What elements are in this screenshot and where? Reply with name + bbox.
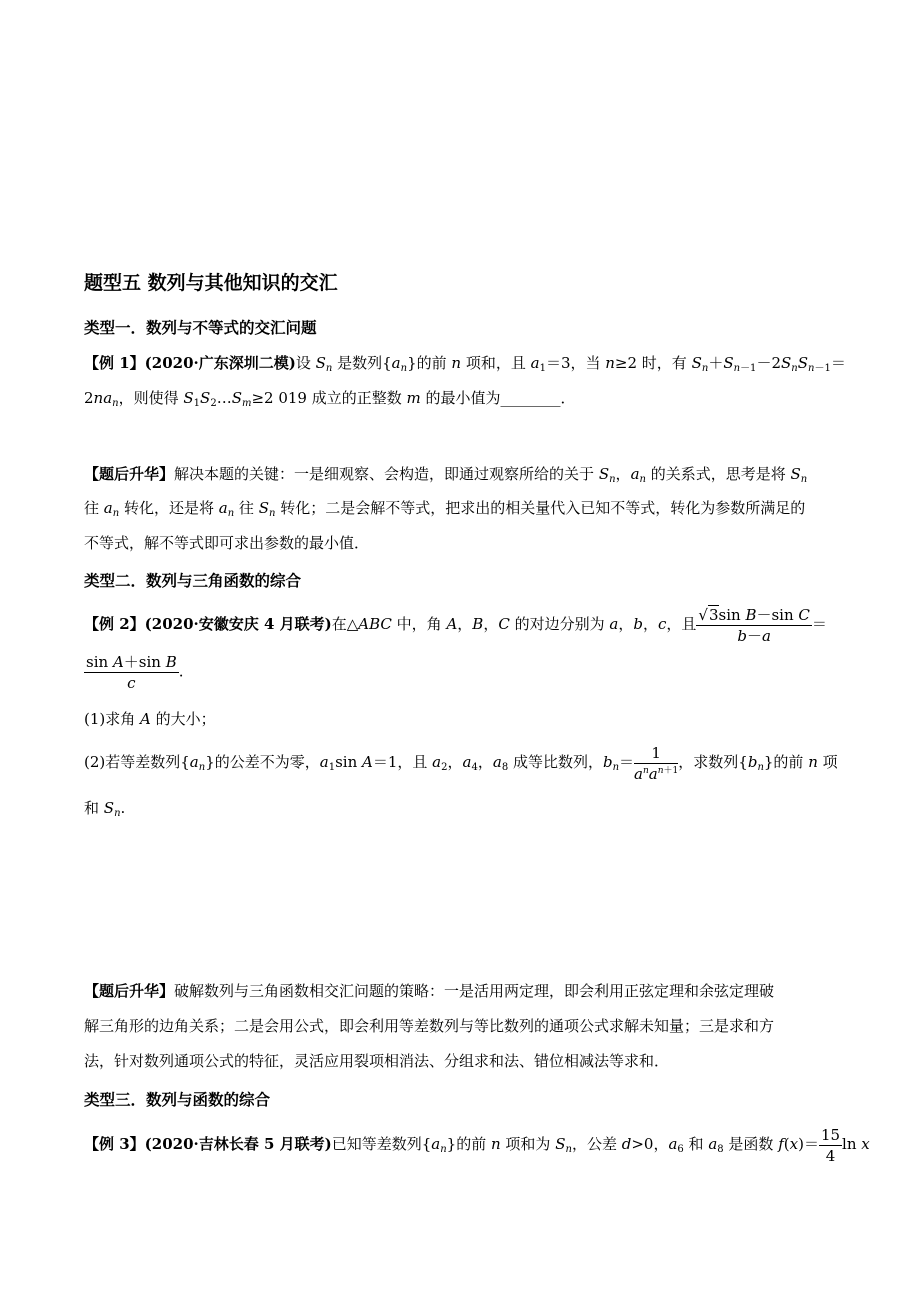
- type-heading-3: 类型三．数列与函数的综合: [84, 1091, 271, 1109]
- type-heading-2: 类型二．数列与三角函数的综合: [84, 572, 302, 590]
- example-2-line-1: 【例 2】(2020·安徽安庆 4 月联考)在△ABC 中，角 A，B，C 的对边分别为 a，b，c，且 $\frac{\text{√3sin B－sin C}}{b-a}$ ＝: [84, 605, 827, 645]
- fraction-2: $\frac{\text{sin A＋sin B}}{c}$: [86, 653, 177, 692]
- example-2-label: 【例 2】: [84, 615, 145, 633]
- example-2-source: (2020·安徽安庆 4 月联考): [144, 615, 332, 633]
- insight-1-label: 【题后升华】: [84, 465, 175, 483]
- fraction-4: $\frac{15}{4}$: [820, 1125, 841, 1165]
- fraction-1: $\frac{\text{√3sin B－sin C}}{b-a}$: [698, 605, 810, 645]
- insight-1-line-2: 往 $a_n$ 转化，还是将 $a_n$ 往 $S_n$ 转化；二是会解不等式，把求出的相关量代入已知不等式，转化为参数所满足的: [84, 499, 806, 519]
- section-title: 题型五 数列与其他知识的交汇: [84, 272, 338, 294]
- fraction-3: $\frac{1}{a^na^{n+1}}$: [634, 743, 679, 783]
- example-2-q2: (2)若等差数列$\{a_n\}$的公差不为零，$a_1\sin$ A＝1，且 $a_2$，$a_4$，$a_8$ 成等比数列，$b_n=$ $\frac{1}{a^na^{n+1}}$ ，求数列$\{b_n\}$的前 n 项: [84, 743, 838, 783]
- example-1-line-2: $2na_n$，则使得 $S_1S_2\dots S_m\ge 2$ 019 成立的正整数 m 的最小值为________．: [84, 389, 576, 409]
- example-1-line-1: 【例 1】(2020·广东深圳二模)设 $S_n$ 是数列$\{a_n\}$的前 n 项和，且 $a_1=3$，当 n≥2 时，有 $S_n+S_{n-1}-2S_nS_{n-1}=$: [84, 354, 846, 374]
- insight-1-line-1: 【题后升华】解决本题的关键：一是细观察、会构造，即通过观察所给的关于 $S_n$，$a_n$ 的关系式，思考是将 $S_n$: [84, 465, 808, 485]
- type-heading-1: 类型一．数列与不等式的交汇问题: [84, 319, 317, 337]
- example-2-q2-cont: 和 $S_n$.: [84, 799, 126, 819]
- example-1-source: (2020·广东深圳二模): [144, 354, 296, 372]
- insight-2-line-2: 解三角形的边角关系；二是会用公式，即会利用等差数列与等比数列的通项公式求解未知量；三是求和方: [84, 1017, 775, 1035]
- insight-1-line-3: 不等式，解不等式即可求出参数的最小值．: [84, 534, 370, 552]
- example-3-source: (2020·吉林长春 5 月联考): [144, 1135, 332, 1153]
- example-2-line-2: $\frac{\text{sin A＋sin B}}{c}$ .: [86, 653, 184, 692]
- example-1-label: 【例 1】: [84, 354, 145, 372]
- example-2-q1: (1)求角 A 的大小；: [84, 710, 216, 728]
- insight-2-line-3: 法，针对数列通项公式的特征，灵活应用裂项相消法、分组求和法、错位相减法等求和．: [84, 1052, 670, 1070]
- insight-2-line-1: 【题后升华】破解数列与三角函数相交汇问题的策略：一是活用两定理，即会利用正弦定理和余弦定理破: [84, 982, 775, 1000]
- example-3-line-1: 【例 3】(2020·吉林长春 5 月联考)已知等差数列$\{a_n\}$的前 n 项和为 $S_n$，公差 d>0，$a_6$ 和 $a_8$ 是函数 f(x)＝ $\frac{15}{4}$ ln x: [84, 1125, 870, 1165]
- example-3-label: 【例 3】: [84, 1135, 145, 1153]
- insight-2-label: 【题后升华】: [84, 982, 175, 1000]
